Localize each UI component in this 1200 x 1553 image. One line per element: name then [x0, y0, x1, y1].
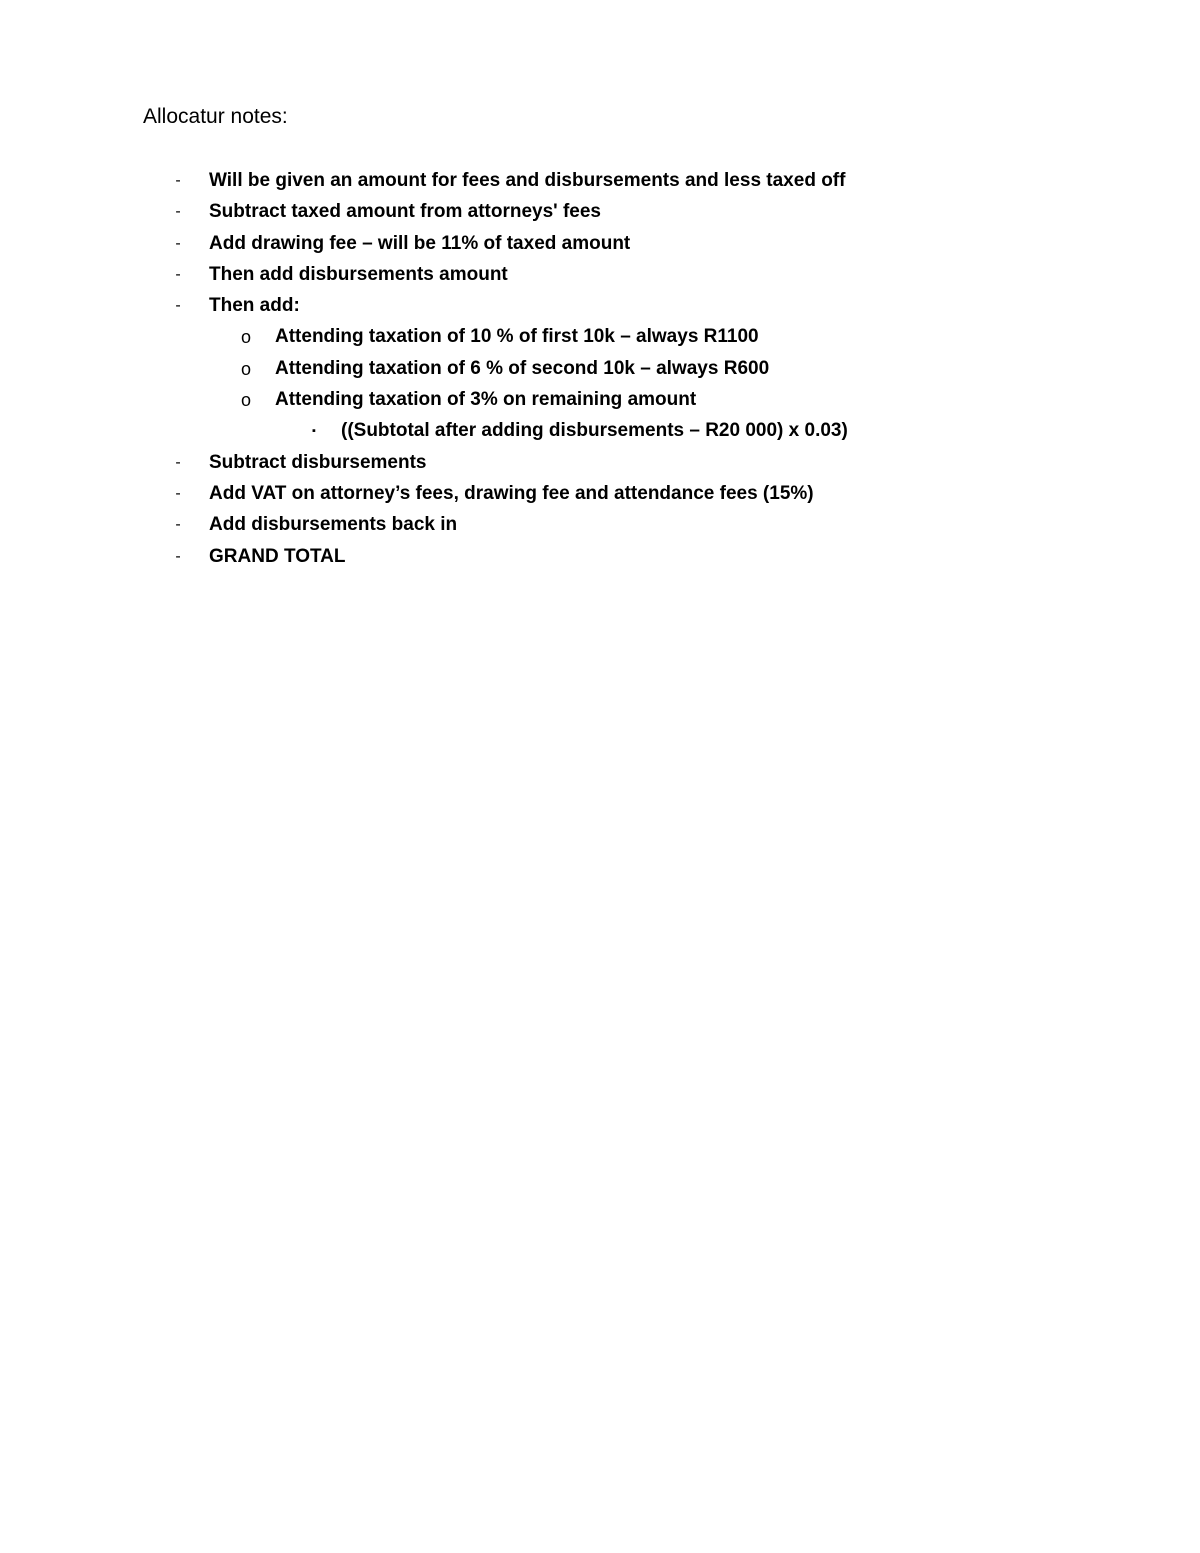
dash-bullet-icon: -	[175, 484, 181, 502]
list-item-text: Subtract taxed amount from attorneys' fees	[209, 201, 601, 223]
list-item	[0, 262, 1200, 293]
list-item	[0, 481, 1200, 512]
list-item	[0, 512, 1200, 543]
list-item	[0, 450, 1200, 481]
square-bullet-icon: ▪	[312, 425, 316, 438]
circle-bullet-icon: o	[240, 390, 251, 411]
list-item	[0, 293, 1200, 324]
circle-bullet-icon: o	[240, 327, 251, 348]
list-item	[0, 168, 1200, 199]
list-item-text: Will be given an amount for fees and disbursements and less taxed off	[209, 170, 846, 191]
sub-list-item	[0, 387, 1200, 418]
list-item-text: GRAND TOTAL	[209, 545, 346, 567]
list-item-text: Attending taxation of 10 % of first 10k – always R1100	[275, 326, 759, 348]
sub-list-item	[0, 356, 1200, 387]
dash-bullet-icon: -	[175, 453, 181, 471]
sub-sub-list-item	[0, 418, 1200, 449]
dash-bullet-icon: -	[175, 547, 181, 565]
list-item	[0, 199, 1200, 230]
circle-bullet-icon: o	[240, 358, 251, 379]
list-item-text: Add VAT on attorney’s fees, drawing fee and attendance fees (15%)	[209, 482, 814, 504]
list-item	[0, 231, 1200, 262]
list-item-text: Attending taxation of 6 % of second 10k – always R600	[275, 357, 770, 379]
list-item-text: ((Subtotal after adding disbursements – R20 000) x 0.03)	[341, 420, 848, 442]
dash-bullet-icon: -	[175, 516, 181, 534]
dash-bullet-icon: -	[175, 265, 181, 283]
list-item-text: Attending taxation of 3% on remaining amount	[275, 389, 697, 411]
list-item	[0, 544, 1200, 575]
list-item-text: Then add:	[209, 295, 300, 317]
dash-bullet-icon: -	[175, 234, 181, 252]
document-title: Allocatur notes:	[143, 105, 288, 128]
list-item-text: Add drawing fee – will be 11% of taxed amount	[209, 232, 631, 254]
dash-bullet-icon: -	[175, 203, 181, 221]
dash-bullet-icon: -	[175, 297, 181, 315]
dash-bullet-icon: -	[175, 172, 181, 189]
sub-list-item	[0, 324, 1200, 355]
list-item-text: Subtract disbursements	[209, 451, 427, 473]
list-item-text: Add disbursements back in	[209, 514, 458, 536]
notes-list	[0, 168, 1200, 575]
list-item-text: Then add disbursements amount	[209, 263, 508, 285]
